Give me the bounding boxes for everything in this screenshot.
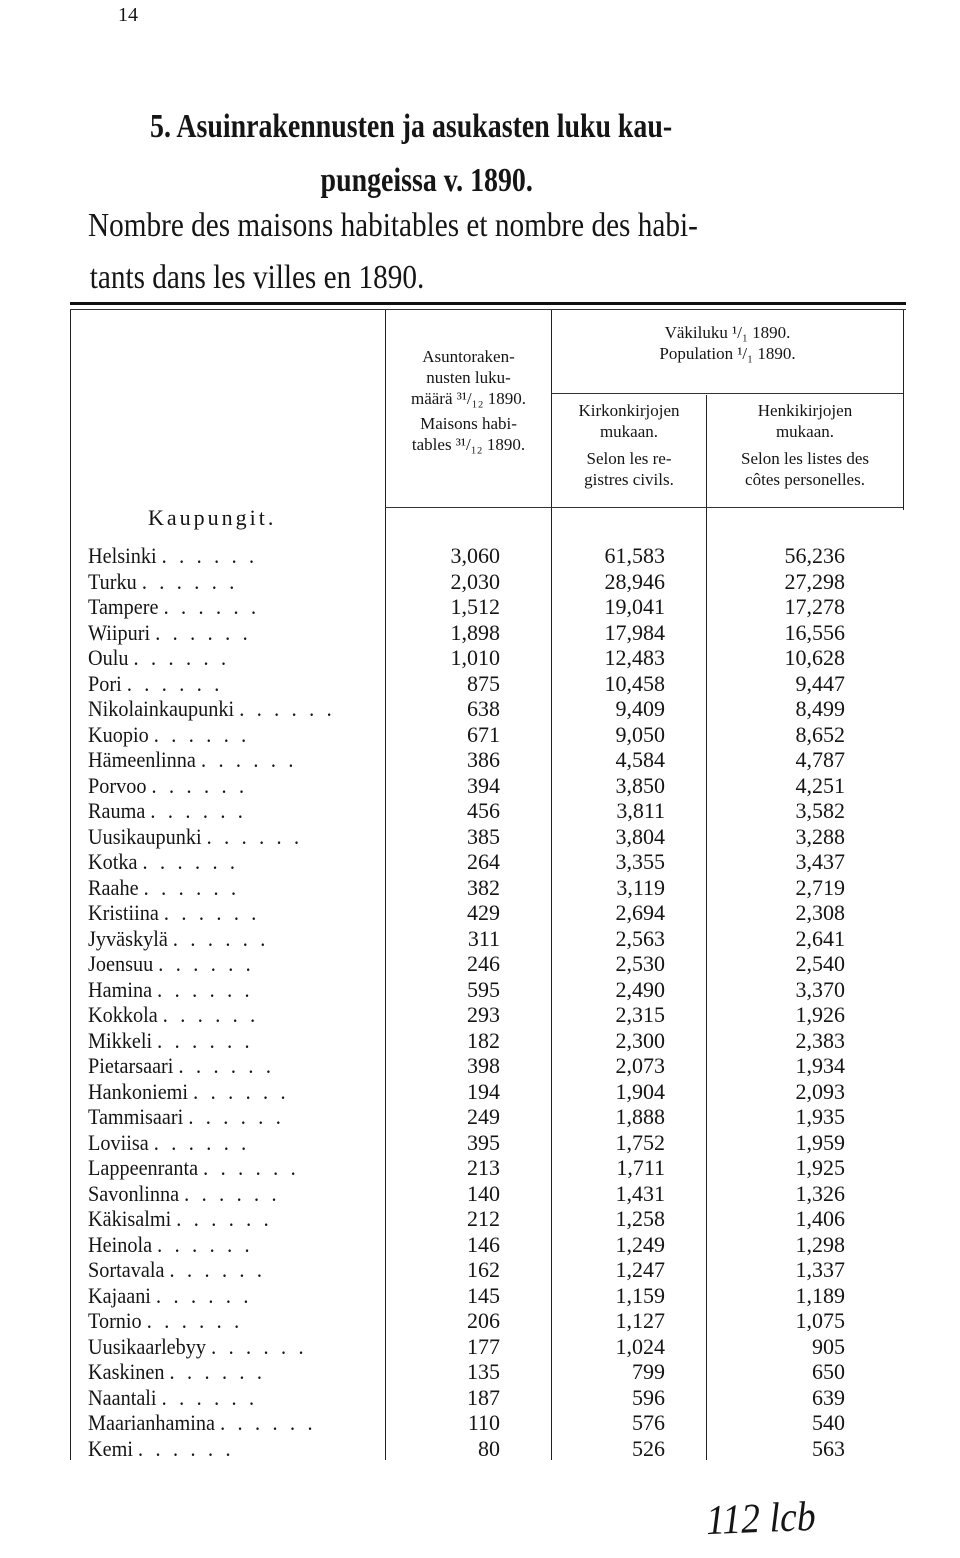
leader-dots: . . . . . . xyxy=(142,849,239,874)
houses-value: 3,060 xyxy=(450,543,500,568)
town-name: Kotka . . . . . . xyxy=(88,849,239,874)
census-population-value: 2,308 xyxy=(795,900,845,925)
houses-header-fi-1: Asuntoraken- xyxy=(422,347,515,366)
town-name: Pori . . . . . . xyxy=(88,670,223,696)
page-title xyxy=(150,100,740,208)
census-records-header xyxy=(707,400,903,490)
church-population-value: 1,258 xyxy=(615,1206,665,1231)
houses-value: 394 xyxy=(467,772,500,798)
church-population-value: 1,752 xyxy=(615,1129,665,1155)
town-name: Wiipuri . . . . . . xyxy=(88,619,252,645)
church-population-value: 1,159 xyxy=(615,1282,665,1308)
table-row xyxy=(0,1232,960,1258)
town-name: Sortavala . . . . . . xyxy=(88,1257,266,1282)
table-row xyxy=(0,569,960,595)
page-subtitle xyxy=(88,200,862,304)
town-name: Heinola . . . . . . xyxy=(88,1231,254,1257)
table-row xyxy=(0,926,960,952)
church-population-value: 2,530 xyxy=(615,951,665,976)
town-name: Kemi . . . . . . xyxy=(88,1435,235,1461)
census-population-value: 16,556 xyxy=(784,619,845,645)
census-population-value: 2,719 xyxy=(795,874,845,900)
houses-value: 213 xyxy=(467,1155,500,1180)
leader-dots: . . . . . . xyxy=(157,1027,254,1053)
houses-value: 1,010 xyxy=(450,645,500,670)
houses-value: 1,512 xyxy=(450,594,500,619)
houses-value: 875 xyxy=(467,670,500,696)
leader-dots: . . . . . . xyxy=(239,696,336,721)
census-population-value: 17,278 xyxy=(784,594,845,619)
church-records-header xyxy=(552,400,706,490)
town-name: Nikolainkaupunki . . . . . . xyxy=(88,696,336,721)
census-population-value: 905 xyxy=(812,1333,845,1359)
houses-header-fr-2: tables ³¹/₁₂ 1890. xyxy=(411,435,526,454)
table-row xyxy=(0,543,960,569)
leader-dots: . . . . . . xyxy=(150,798,247,823)
leader-dots: . . . . . . xyxy=(151,772,248,798)
table-row xyxy=(0,1436,960,1462)
census-header-fr-2: côtes personelles. xyxy=(745,470,865,489)
leader-dots: . . . . . . xyxy=(211,1333,308,1359)
leader-dots: . . . . . . xyxy=(220,1410,317,1435)
houses-value: 382 xyxy=(467,874,500,900)
houses-value: 264 xyxy=(467,849,500,874)
houses-header-fi-2: nusten luku- xyxy=(426,368,511,387)
houses-value: 595 xyxy=(467,976,500,1002)
church-population-value: 3,119 xyxy=(616,874,665,900)
page-number: 14 xyxy=(118,4,138,26)
leader-dots: . . . . . . xyxy=(155,619,252,645)
census-population-value: 1,337 xyxy=(795,1257,845,1282)
houses-value: 110 xyxy=(467,1410,500,1435)
table-row xyxy=(0,747,960,773)
church-population-value: 3,850 xyxy=(615,772,665,798)
church-population-value: 3,804 xyxy=(615,823,665,849)
church-population-value: 9,050 xyxy=(615,721,665,747)
census-header-fr-1: Selon les listes des xyxy=(741,449,869,468)
table-row xyxy=(0,824,960,850)
table-row xyxy=(0,1104,960,1130)
table-row xyxy=(0,875,960,901)
table-right-border xyxy=(903,310,904,510)
church-population-value: 2,694 xyxy=(615,900,665,925)
town-name: Oulu . . . . . . xyxy=(88,645,230,670)
houses-header-fi-3: määrä ³¹/₁₂ 1890. xyxy=(410,389,527,408)
table-row xyxy=(0,951,960,977)
town-name: Rauma . . . . . . xyxy=(88,798,247,823)
census-population-value: 650 xyxy=(812,1359,845,1384)
table-row xyxy=(0,1257,960,1283)
town-name: Kristiina . . . . . . xyxy=(88,900,261,925)
town-name: Uusikaarlebyy . . . . . . xyxy=(88,1333,308,1359)
town-name: Raahe . . . . . . xyxy=(88,874,240,900)
census-population-value: 1,934 xyxy=(795,1053,845,1078)
town-name: Porvoo . . . . . . xyxy=(88,772,248,798)
church-header-fr-2: gistres civils. xyxy=(584,470,674,489)
table-row xyxy=(0,1334,960,1360)
houses-value: 212 xyxy=(467,1206,500,1231)
census-population-value: 56,236 xyxy=(784,543,845,568)
church-population-value: 12,483 xyxy=(604,645,665,670)
houses-value: 177 xyxy=(467,1333,500,1359)
houses-value: 386 xyxy=(467,747,500,772)
leader-dots: . . . . . . xyxy=(206,823,303,849)
census-population-value: 1,926 xyxy=(795,1002,845,1027)
census-population-value: 1,959 xyxy=(795,1129,845,1155)
town-name: Tornio . . . . . . xyxy=(88,1308,243,1333)
church-population-value: 799 xyxy=(632,1359,665,1384)
town-name: Hämeenlinna . . . . . . xyxy=(88,747,298,772)
houses-value: 146 xyxy=(467,1231,500,1257)
census-population-value: 540 xyxy=(812,1410,845,1435)
subtitle-line-1: Nombre des maisons habitables et nombre des habi- xyxy=(88,207,698,244)
census-population-value: 9,447 xyxy=(795,670,845,696)
census-header-fi-2: mukaan. xyxy=(775,422,835,441)
census-population-value: 1,925 xyxy=(795,1155,845,1180)
table-row xyxy=(0,1283,960,1309)
table-row xyxy=(0,1206,960,1232)
leader-dots: . . . . . . xyxy=(169,1359,266,1384)
town-name: Uusikaupunki . . . . . . xyxy=(88,823,303,849)
church-population-value: 1,904 xyxy=(615,1078,665,1104)
town-name: Tammisaari . . . . . . xyxy=(88,1104,285,1129)
leader-dots: . . . . . . xyxy=(172,925,270,951)
church-population-value: 2,073 xyxy=(615,1053,665,1078)
houses-value: 182 xyxy=(467,1027,500,1053)
church-population-value: 2,315 xyxy=(615,1002,665,1027)
table-row xyxy=(0,594,960,620)
census-population-value: 3,582 xyxy=(795,798,845,823)
church-population-value: 1,024 xyxy=(615,1333,665,1359)
census-population-value: 2,093 xyxy=(795,1078,845,1104)
census-population-value: 1,075 xyxy=(795,1308,845,1333)
leader-dots: . . . . . . xyxy=(169,1257,266,1282)
houses-value: 385 xyxy=(467,823,500,849)
leader-dots: . . . . . . xyxy=(178,1053,275,1078)
leader-dots: . . . . . . xyxy=(133,645,230,670)
houses-value: 311 xyxy=(467,925,500,951)
leader-dots: . . . . . . xyxy=(162,1002,259,1027)
table-row xyxy=(0,1079,960,1105)
church-population-value: 61,583 xyxy=(604,543,665,568)
census-population-value: 4,251 xyxy=(795,772,845,798)
table-row xyxy=(0,1308,960,1334)
leader-dots: . . . . . . xyxy=(184,1180,281,1206)
town-name: Helsinki . . . . . . xyxy=(88,543,258,568)
census-population-value: 8,652 xyxy=(795,721,845,747)
church-population-value: 1,711 xyxy=(616,1155,665,1180)
census-population-value: 563 xyxy=(812,1435,845,1461)
town-name: Mikkeli . . . . . . xyxy=(88,1027,254,1053)
church-population-value: 2,490 xyxy=(615,976,665,1002)
church-population-value: 3,811 xyxy=(616,798,665,823)
church-population-value: 1,431 xyxy=(615,1180,665,1206)
header-bottom-rule xyxy=(385,507,903,508)
church-population-value: 28,946 xyxy=(604,568,665,594)
church-population-value: 1,888 xyxy=(615,1104,665,1129)
houses-value: 246 xyxy=(467,951,500,976)
houses-value: 398 xyxy=(467,1053,500,1078)
leader-dots: . . . . . . xyxy=(203,1155,300,1180)
leader-dots: . . . . . . xyxy=(157,976,254,1002)
census-population-value: 2,540 xyxy=(795,951,845,976)
table-row xyxy=(0,1155,960,1181)
table-row xyxy=(0,696,960,722)
census-population-value: 3,437 xyxy=(795,849,845,874)
church-population-value: 10,458 xyxy=(604,670,665,696)
leader-dots: . . . . . . xyxy=(141,568,238,594)
houses-value: 456 xyxy=(467,798,500,823)
houses-value: 249 xyxy=(467,1104,500,1129)
church-population-value: 1,127 xyxy=(615,1308,665,1333)
table-row xyxy=(0,977,960,1003)
population-header-fr: Population ¹/₁ 1890. xyxy=(659,344,796,363)
leader-dots: . . . . . . xyxy=(161,543,258,568)
table-row xyxy=(0,900,960,926)
church-population-value: 4,584 xyxy=(615,747,665,772)
houses-value: 293 xyxy=(467,1002,500,1027)
houses-value: 194 xyxy=(467,1078,500,1104)
census-population-value: 639 xyxy=(812,1384,845,1410)
town-name: Kajaani . . . . . . xyxy=(88,1282,253,1308)
leader-dots: . . . . . . xyxy=(155,1282,253,1308)
table-row xyxy=(0,1385,960,1411)
population-header-fi: Väkiluku ¹/₁ 1890. xyxy=(664,323,791,342)
houses-header-fr-1: Maisons habi- xyxy=(420,414,517,433)
table-row xyxy=(0,1181,960,1207)
census-population-value: 27,298 xyxy=(784,568,845,594)
census-population-value: 3,370 xyxy=(795,976,845,1002)
subtitle-line-2: tants dans les villes en 1890. xyxy=(89,259,425,296)
census-population-value: 8,499 xyxy=(795,696,845,721)
town-name: Käkisalmi . . . . . . xyxy=(88,1206,273,1231)
town-name: Maarianhamina . . . . . . xyxy=(88,1410,317,1435)
town-name: Loviisa . . . . . . xyxy=(88,1129,250,1155)
leader-dots: . . . . . . xyxy=(126,670,223,696)
table-row xyxy=(0,620,960,646)
houses-value: 145 xyxy=(467,1282,500,1308)
church-population-value: 526 xyxy=(632,1435,665,1461)
table-row xyxy=(0,1028,960,1054)
town-name: Naantali . . . . . . xyxy=(88,1384,258,1410)
town-name: Savonlinna . . . . . . xyxy=(88,1180,281,1206)
leader-dots: . . . . . . xyxy=(188,1104,285,1129)
town-name: Joensuu . . . . . . xyxy=(88,951,255,976)
church-population-value: 19,041 xyxy=(604,594,665,619)
census-population-value: 2,641 xyxy=(795,925,845,951)
church-header-fi-1: Kirkonkirjojen xyxy=(578,401,680,420)
houses-value: 671 xyxy=(467,721,500,747)
table-row xyxy=(0,773,960,799)
census-population-value: 4,787 xyxy=(795,747,845,772)
census-population-value: 1,935 xyxy=(795,1104,845,1129)
leader-dots: . . . . . . xyxy=(158,951,255,976)
census-population-value: 3,288 xyxy=(795,823,845,849)
town-name: Hamina . . . . . . xyxy=(88,976,254,1002)
church-population-value: 2,300 xyxy=(615,1027,665,1053)
houses-value: 162 xyxy=(467,1257,500,1282)
town-name: Pietarsaari . . . . . . xyxy=(88,1053,275,1078)
table-row xyxy=(0,849,960,875)
church-header-fr-1: Selon les re- xyxy=(586,449,672,468)
table-row xyxy=(0,1053,960,1079)
title-line-2: pungeissa v. 1890. xyxy=(320,162,533,199)
table-body xyxy=(0,543,960,1461)
leader-dots: . . . . . . xyxy=(163,900,261,925)
towns-column-header: Kaupungit. xyxy=(148,505,277,530)
table-row xyxy=(0,1130,960,1156)
town-name: Kokkola . . . . . . xyxy=(88,1002,259,1027)
table-row xyxy=(0,798,960,824)
census-population-value: 1,189 xyxy=(795,1282,845,1308)
houses-value: 80 xyxy=(478,1435,500,1461)
church-header-fi-2: mukaan. xyxy=(599,422,659,441)
houses-value: 638 xyxy=(467,696,500,721)
table-row xyxy=(0,1410,960,1436)
church-population-value: 3,355 xyxy=(615,849,665,874)
leader-dots: . . . . . . xyxy=(157,1231,254,1257)
town-name: Turku . . . . . . xyxy=(88,568,238,594)
town-name: Jyväskylä . . . . . . xyxy=(88,925,270,951)
census-population-value: 10,628 xyxy=(784,645,845,670)
title-line-1: 5. Asuinrakennusten ja asukasten luku kau- xyxy=(150,108,673,145)
leader-dots: . . . . . . xyxy=(153,721,250,747)
houses-value: 140 xyxy=(467,1180,500,1206)
town-name: Lappeenranta . . . . . . xyxy=(88,1155,300,1180)
census-population-value: 1,326 xyxy=(795,1180,845,1206)
table-top-rule xyxy=(70,302,906,305)
church-population-value: 596 xyxy=(632,1384,665,1410)
table-row xyxy=(0,671,960,697)
church-population-value: 1,247 xyxy=(615,1257,665,1282)
houses-column-header xyxy=(386,346,551,455)
church-population-value: 2,563 xyxy=(615,925,665,951)
leader-dots: . . . . . . xyxy=(176,1206,273,1231)
town-name: Kuopio . . . . . . xyxy=(88,721,250,747)
handwritten-signature: 112 lcb xyxy=(705,1493,817,1545)
houses-value: 2,030 xyxy=(450,568,500,594)
houses-value: 135 xyxy=(467,1359,500,1384)
houses-value: 395 xyxy=(467,1129,500,1155)
leader-dots: . . . . . . xyxy=(143,874,240,900)
houses-value: 206 xyxy=(467,1308,500,1333)
table-row xyxy=(0,722,960,748)
census-header-fi-1: Henkikirjojen xyxy=(757,401,853,420)
leader-dots: . . . . . . xyxy=(163,594,260,619)
town-name: Hankoniemi . . . . . . xyxy=(88,1078,290,1104)
leader-dots: . . . . . . xyxy=(138,1435,235,1461)
houses-value: 1,898 xyxy=(450,619,500,645)
table-row xyxy=(0,645,960,671)
church-population-value: 17,984 xyxy=(604,619,665,645)
leader-dots: . . . . . . xyxy=(193,1078,290,1104)
population-header-rule xyxy=(551,393,903,394)
table-row xyxy=(0,1359,960,1385)
table-top-rule-thin xyxy=(70,309,906,310)
church-population-value: 9,409 xyxy=(615,696,665,721)
church-population-value: 576 xyxy=(632,1410,665,1435)
leader-dots: . . . . . . xyxy=(146,1308,243,1333)
census-population-value: 1,406 xyxy=(795,1206,845,1231)
census-population-value: 1,298 xyxy=(795,1231,845,1257)
census-population-value: 2,383 xyxy=(795,1027,845,1053)
church-population-value: 1,249 xyxy=(615,1231,665,1257)
leader-dots: . . . . . . xyxy=(153,1129,250,1155)
table-row xyxy=(0,1002,960,1028)
houses-value: 187 xyxy=(467,1384,500,1410)
town-name: Tampere . . . . . . xyxy=(88,594,260,619)
leader-dots: . . . . . . xyxy=(200,747,298,772)
town-name: Kaskinen . . . . . . xyxy=(88,1359,266,1384)
population-column-header xyxy=(552,322,903,364)
leader-dots: . . . . . . xyxy=(161,1384,258,1410)
houses-value: 429 xyxy=(467,900,500,925)
